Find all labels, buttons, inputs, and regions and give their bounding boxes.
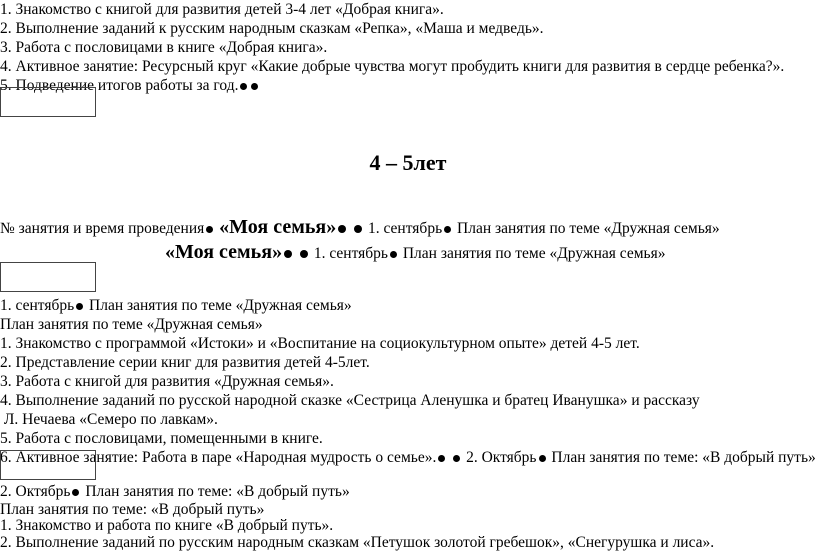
plan-heading-october: План занятия по теме: «В добрый путь» xyxy=(0,501,265,518)
plan-heading-september: План занятия по теме «Дружная семья» xyxy=(0,316,263,333)
sept-item-6: 6. Активное занятие: Работа в паре «Народная мудрость о семье». xyxy=(0,449,437,466)
bullet-icon xyxy=(76,303,83,310)
sept-item-4: 4. Выполнение заданий по русской народной сказке «Сестрица Аленушка и братец Иванушка» и рассказу xyxy=(0,392,700,409)
bullet-icon xyxy=(206,226,213,233)
theme-title: «Моя семья» xyxy=(165,241,283,263)
schedule-row-october xyxy=(0,482,350,501)
oct-item-2: 2. Выполнение заданий по русским народным сказкам «Петушок золотой гребешок», «Снегурушка и лиса». xyxy=(0,534,715,551)
plan-label: План занятия по теме «Дружная семья» xyxy=(402,245,666,262)
month-label: 2. Октябрь xyxy=(0,483,71,500)
row-prefix: № занятия и время проведения xyxy=(0,220,205,237)
schedule-row-2 xyxy=(165,243,665,263)
oct-item-1: 1. Знакомство и работа по книге «В добрый путь». xyxy=(0,517,334,534)
month-label: 1. сентябрь xyxy=(313,245,388,262)
plan-label: План занятия по теме «Дружная семья» xyxy=(89,297,352,314)
bullet-icon xyxy=(438,455,445,462)
intro-item-3: 3. Работа с пословицами в книге «Добрая книга». xyxy=(0,39,328,56)
bullet-icon xyxy=(390,251,397,258)
age-group-title: 4 – 5лет xyxy=(369,150,447,175)
empty-table-cell xyxy=(0,87,96,117)
bullet-icon xyxy=(338,225,346,233)
bullet-icon xyxy=(453,455,460,462)
bullet-icon xyxy=(72,489,79,496)
sept-item-4-cont: Л. Нечаева «Семеро по лавкам». xyxy=(0,411,218,428)
empty-table-cell xyxy=(0,262,96,292)
bullet-icon xyxy=(444,226,451,233)
sept-item-1: 1. Знакомство с программой «Истоки» и «Воспитание на социокультурном опыте» детей 4-5 лет. xyxy=(0,335,640,352)
plan-label: План занятия по теме: «В добрый путь» xyxy=(551,449,816,466)
sept-item-3: 3. Работа с книгой для развития «Дружная семья». xyxy=(0,373,334,390)
theme-title: «Моя семья» xyxy=(219,216,337,238)
plan-label: План занятия по теме: «В добрый путь» xyxy=(85,483,350,500)
sept-item-6-line xyxy=(0,448,816,467)
bullet-icon xyxy=(539,455,546,462)
month-label: 2. Октябрь xyxy=(466,449,537,466)
month-label: 1. сентябрь xyxy=(0,297,75,314)
sept-item-2: 2. Представление серии книг для развития детей 4-5лет. xyxy=(0,354,370,371)
intro-item-2: 2. Выполнение заданий к русским народным сказкам «Репка», «Маша и медведь». xyxy=(0,20,544,37)
intro-item-1: 1. Знакомство с книгой для развития детей 3-4 лет «Добрая книга». xyxy=(0,1,444,18)
intro-item-4: 4. Активное занятие: Ресурсный круг «Какие добрые чувства могут пробудить книги для развития в сердце ребенка?». xyxy=(0,58,785,75)
month-label: 1. сентябрь xyxy=(367,220,443,237)
bullet-icon xyxy=(251,83,258,90)
empty-table-cell xyxy=(0,450,96,480)
schedule-row-1 xyxy=(0,218,720,238)
schedule-row-3 xyxy=(0,296,352,315)
bullet-icon xyxy=(300,250,308,258)
bullet-icon xyxy=(240,83,247,90)
intro-item-5: 5. Подведение итогов работы за год. xyxy=(0,77,239,94)
bullet-icon xyxy=(354,225,362,233)
plan-label: План занятия по теме «Дружная семья» xyxy=(457,220,720,237)
bullet-icon xyxy=(284,250,292,258)
sept-item-5: 5. Работа с пословицами, помещенными в книге. xyxy=(0,430,323,447)
